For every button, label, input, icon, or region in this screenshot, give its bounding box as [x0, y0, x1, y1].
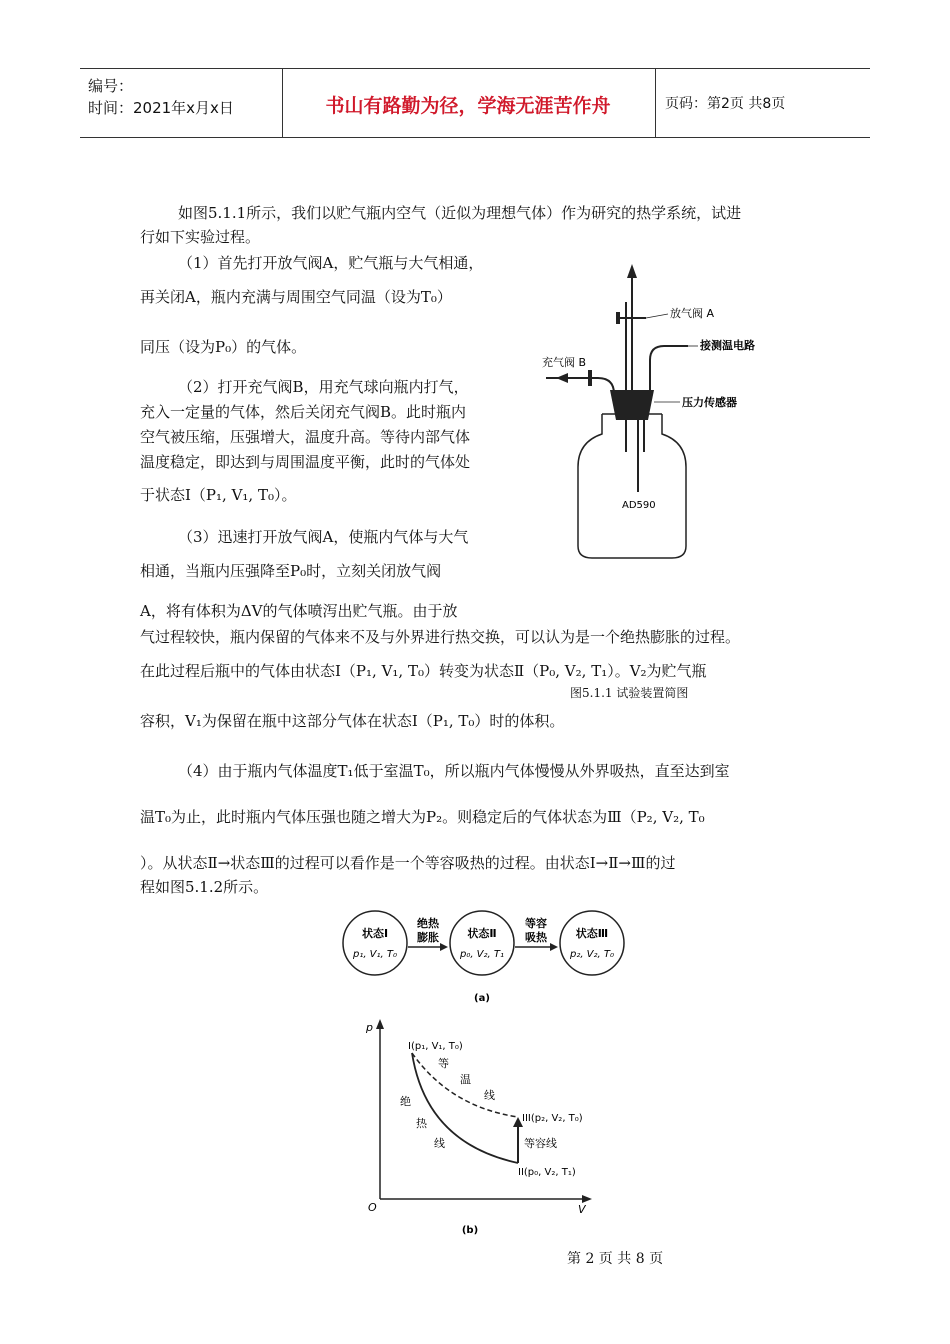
date-label: 时间：2021年x月x日	[88, 99, 234, 117]
paragraph-line: （3）迅速打开放气阀A，使瓶内气体与大气	[178, 528, 469, 546]
paragraph-line: 在此过程后瓶中的气体由状态Ⅰ（P₁, V₁, T₀）转变为状态Ⅱ（P₀, V₂, T₁）。V₂为贮气瓶	[140, 662, 707, 680]
arrow1-bottom: 膨胀	[417, 931, 439, 944]
arrow2-bottom: 吸热	[525, 931, 547, 944]
paragraph-line: 充入一定量的气体，然后关闭充气阀B。此时瓶内	[140, 403, 467, 421]
point2-label: II(p₀, V₂, T₁)	[518, 1167, 576, 1178]
origin: O	[368, 1201, 377, 1214]
apparatus-figure	[538, 262, 818, 562]
state3-label: 状态Ⅲ	[575, 927, 609, 940]
point3-label: III(p₂, V₂, T₀)	[522, 1113, 583, 1124]
isotherm-char: 等	[438, 1057, 449, 1070]
state-circle	[343, 911, 407, 975]
pv-diagram	[360, 1015, 600, 1240]
adiabat-char: 线	[434, 1137, 445, 1150]
header-motto: 书山有路勤为径，学海无涯苦作舟	[325, 95, 611, 117]
paragraph-line: （4）由于瓶内气体温度T₁低于室温T₀，所以瓶内气体慢慢从外界吸热，直至达到室	[178, 762, 730, 780]
page-header	[80, 68, 870, 138]
paragraph-line: 气过程较快，瓶内保留的气体来不及与外界进行热交换，可以认为是一个绝热膨胀的过程。	[140, 628, 741, 646]
state1-vars: p₁, V₁, T₀	[352, 949, 398, 960]
paragraph-line: 于状态Ⅰ（P₁, V₁, T₀）。	[140, 486, 297, 504]
page-footer: 第 2 页 共 8 页	[567, 1251, 664, 1267]
label-circuit: 接测温电路	[700, 339, 755, 352]
state1-label: 状态Ⅰ	[361, 927, 389, 940]
paragraph-line: （1）首先打开放气阀A，贮气瓶与大气相通，	[178, 254, 484, 272]
paragraph-line: 同压（设为P₀）的气体。	[140, 338, 307, 356]
label-ad590: AD590	[622, 500, 656, 511]
header-divider	[655, 69, 656, 137]
point1-label: I(p₁, V₁, T₀)	[408, 1041, 463, 1052]
label-valve-a: 放气阀 A	[670, 307, 715, 320]
adiabat-curve	[412, 1053, 518, 1163]
adiabat-char: 绝	[400, 1095, 411, 1108]
arrow-icon	[440, 943, 448, 951]
paragraph-line: 再关闭A，瓶内充满与周围空气同温（设为T₀）	[140, 288, 452, 306]
caption-b: (b)	[461, 1225, 479, 1236]
state2-label: 状态Ⅱ	[467, 927, 497, 940]
bottle-outline	[578, 414, 686, 558]
stopper	[610, 390, 654, 420]
header-page-info: 页码：第2页 共8页	[665, 96, 786, 112]
state-circle	[450, 911, 514, 975]
up-arrow-icon	[627, 264, 637, 278]
arrow1-top: 绝热	[417, 917, 439, 930]
isotherm-char: 温	[460, 1073, 471, 1086]
arrow-icon	[550, 943, 558, 951]
header-meta	[88, 75, 234, 119]
label-valve-b: 充气阀 B	[542, 356, 587, 369]
state-diagram	[330, 905, 630, 1005]
number-label: 编号：	[88, 77, 134, 95]
isochoric-label: 等容线	[524, 1137, 557, 1150]
paragraph-line: 如图5.1.1所示，我们以贮气瓶内空气（近似为理想气体）作为研究的热学系统，试进	[178, 204, 742, 222]
axis-p: p	[366, 1021, 373, 1034]
paragraph-line: 相通，当瓶内压强降至P₀时，立刻关闭放气阀	[140, 562, 442, 580]
paragraph-line: （2）打开充气阀B，用充气球向瓶内打气，	[178, 378, 469, 396]
paragraph-line: 行如下实验过程。	[140, 228, 261, 246]
state-circle	[560, 911, 624, 975]
state3-vars: p₂, V₂, T₀	[569, 949, 615, 960]
paragraph-line: 容积，V₁为保留在瓶中这部分气体在状态Ⅰ（P₁, T₀）时的体积。	[140, 712, 565, 730]
paragraph-line: 温度稳定，即达到与周围温度平衡，此时的气体处	[140, 453, 471, 471]
caption-a: (a)	[474, 993, 490, 1004]
paragraph-line: 温T₀为止，此时瓶内气体压强也随之增大为P₂。则稳定后的气体状态为Ⅲ（P₂, V₂, T₀	[140, 808, 705, 826]
label-sensor: 压力传感器	[682, 396, 737, 409]
paragraph-line: 空气被压缩，压强增大，温度升高。等待内部气体	[140, 428, 471, 446]
isotherm-char: 线	[484, 1089, 495, 1102]
paragraph-line: A，将有体积为ΔV的气体喷泻出贮气瓶。由于放	[140, 602, 458, 620]
state2-vars: p₀, V₂, T₁	[459, 949, 505, 960]
adiabat-char: 热	[416, 1117, 427, 1130]
axis-v: V	[578, 1203, 586, 1216]
paragraph-line: ）。从状态Ⅱ→状态Ⅲ的过程可以看作是一个等容吸热的过程。由状态Ⅰ→Ⅱ→Ⅲ的过	[140, 854, 676, 872]
paragraph-line: 程如图5.1.2所示。	[140, 878, 269, 896]
figure-caption: 图5.1.1 试验装置简图	[570, 686, 689, 700]
arrow2-top: 等容	[525, 917, 547, 930]
